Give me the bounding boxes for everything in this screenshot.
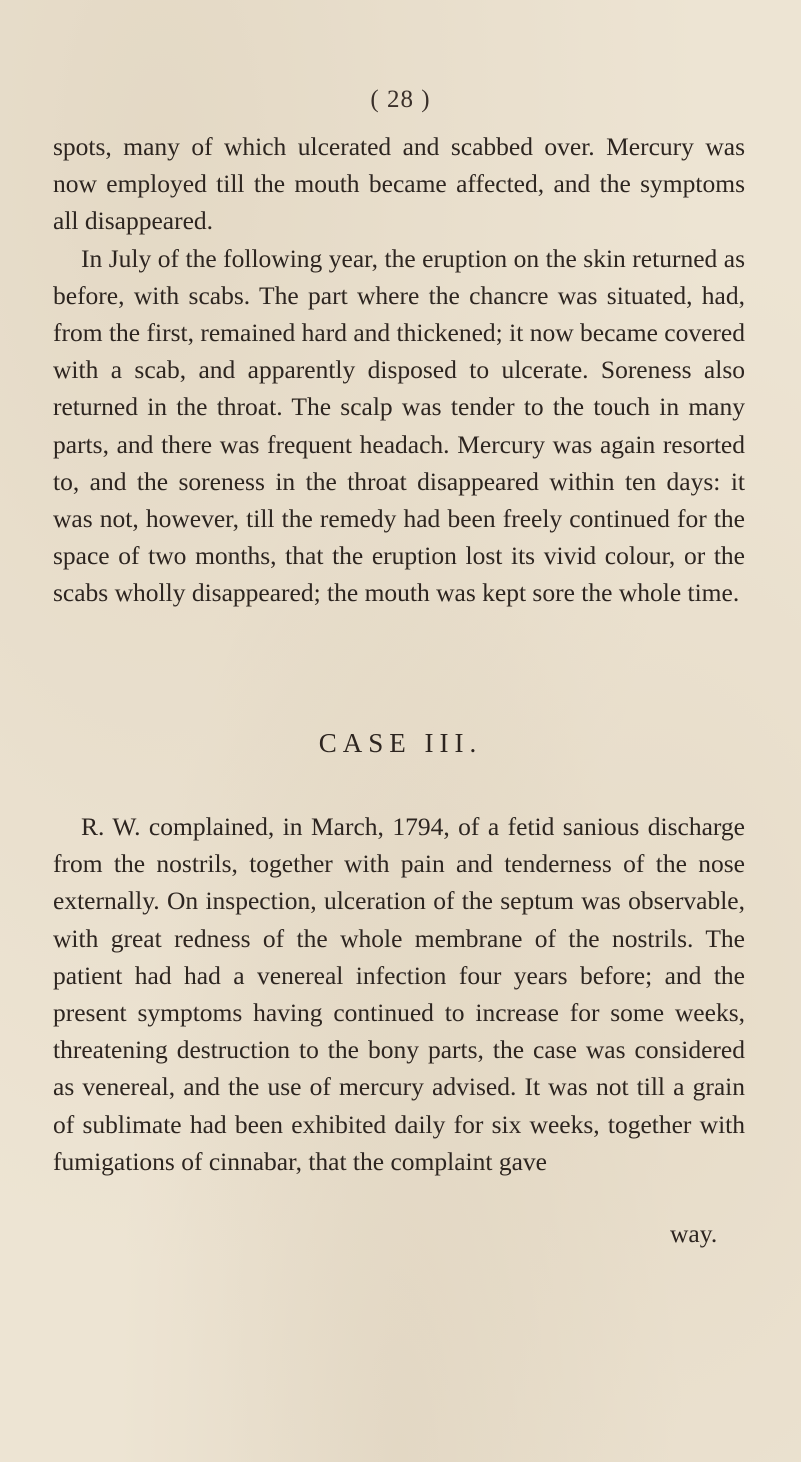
paragraph-continued: spots, many of which ulcerated and scabbed over. Mercury was now employed till the mouth became affected, and the symptoms all disappeared.: [53, 132, 745, 236]
catchword: way.: [670, 1219, 718, 1248]
paragraph-july-relapse: In July of the following year, the eruption on the skin returned as before, with scabs. The part where the chancre was situated, had, from the first, remained hard and thickened; it now became covered with a scab, and apparently disposed to ulcerate. Soreness also returned in the throat. The scalp was tender to the touch in many parts, and there was frequent headach. Mercury was again resorted to, and the soreness in the throat disappeared within ten days: it was not, however, till the remedy had been freely continued for the space of two months, that the eruption lost its vivid colour, or the scabs wholly disappeared; the mouth was kept sore the whole time.: [53, 243, 745, 608]
paragraph-case-three: R. W. complained, in March, 1794, of a fetid sanious discharge from the nostrils, together with pain and tenderness of the nose externally. On inspection, ulceration of the septum was observable, with great redness of the whole membrane of the nostrils. The patient had had a venereal infection four years before; and the present symptoms having continued to increase for some weeks, threatening destruction to the bony parts, the case was considered as venereal, and the use of mercury advised. It was not till a grain of sublimate had been exhibited daily for six weeks, together with fumigations of cinnabar, that the complaint gave: [53, 812, 745, 1176]
page-number: ( 28 ): [370, 86, 431, 113]
case-text: [53, 808, 745, 1180]
case-heading: CASE III.: [318, 728, 483, 758]
continuation-text: [53, 128, 745, 612]
